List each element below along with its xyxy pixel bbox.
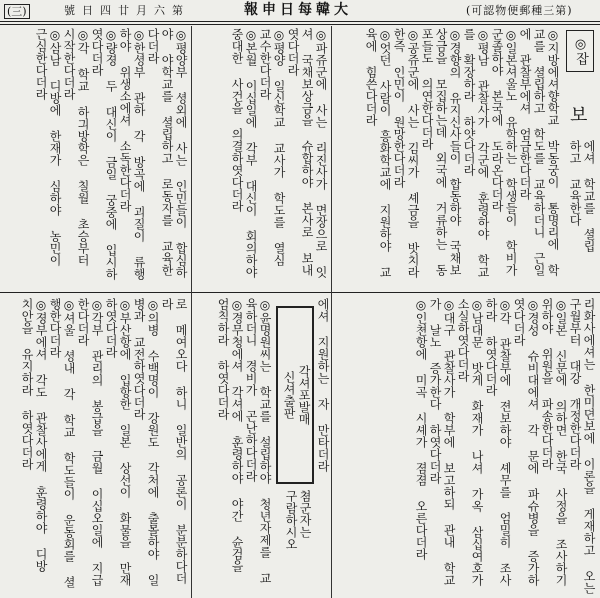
article: ◎공쥬군에 사는 김씨가 셰금을 밧치라 한즉 인민이 원망한다더라 [392, 28, 420, 278]
article: ◎경향의 유지신사들이 합동하야 국채보상금을 모집하는데 외국에 거류하는 동포들도 의연한다더라 [420, 28, 462, 276]
header-rule-top [0, 21, 600, 22]
article: ◎남대문 밧게 화재가 나셔 가옥 삼십여호가 소실하엿다더라 [456, 298, 484, 586]
article: 리화사에셔는 한미뎐보에 이론을 게재하고 오는 구월부터 대강 개정한다더라 [568, 298, 596, 594]
article-line: 구람하시오 [284, 490, 298, 550]
article: ◎삼남 디방에 한재가 심하야 농민이 근심한다더라 [34, 28, 62, 266]
article: ◎평양 일신학교 교사가 학도를 열심 교수한다더라 [258, 28, 286, 266]
column-block-left-bottom [4, 298, 188, 594]
article: ◎량졍 두 대신이 금일 궁중에 입시하엿다더라 [90, 28, 118, 280]
article-line: 하고 교육한다 [568, 140, 582, 226]
article: ◎각 학교 하긔방학은 칠월 초승부터 시작한다더라 [62, 28, 90, 266]
article: ◎졍부에셔 각도 관찰사에게 훈령하야 디방 치안을 유지하라 하엿다더라 [20, 298, 48, 572]
column-block-under-advertisement [276, 490, 312, 594]
column-divider-right [331, 26, 332, 598]
article: ◎파쥬군에 사는 리진사가 면장으로 잇셔 국채보상금을 슈합하야 본사로 보내엿다더라 [286, 28, 328, 278]
advertisement-line: 각셔포발매 [297, 365, 311, 425]
header-rule-bottom [0, 24, 600, 25]
article-line: 에셔 지원하는 자 만타더라 [316, 298, 330, 472]
column-divider-left [191, 26, 192, 598]
article: ◎경성 슈비대에셔 각 문에 파슈병을 증가하엿다더라 [512, 298, 540, 586]
column-block-left-top [4, 28, 188, 286]
article: ◎각 관찰부에 젼보하야 셰무를 엄밀히 조사하라 하엿다더라 [484, 298, 512, 586]
article: ◎일본 신문에 의하면 한국 사정을 조사하기 위하야 위원을 파송한다더라 [540, 298, 568, 586]
issue-date: 號日四廿月六第 [64, 4, 190, 17]
article: ◎평양부 셩외에 사는 인민들이 합심하야 야학교를 셜립하고 로동자를 교육한다더라 [146, 28, 188, 278]
column-block-right-side [564, 140, 596, 286]
article: ◎윤명원씨는 학교를 설립하야 청년자제를 교육하더니 경비가 곤난하다더라 [244, 298, 272, 584]
postal-permit: (可認物便郵種三第) [466, 4, 573, 17]
advertisement-line: 신셔출판 [282, 371, 296, 419]
article: ◎부산항에 입항한 일본 상선이 화물을 만재하엿다더라 [104, 298, 132, 586]
article: ◎지방에셔향학교 박동궁이 통명리에 학교를 셜립하고 학도를 교육하더니 근일에 관찰부에셔 엄금한다더라 [518, 28, 560, 276]
article: ◎의병 수백명이 강원도 각처에 출몰하야 일병과 교전하엿다더라 [132, 298, 160, 586]
column-block-middle-bottom-right [316, 298, 330, 594]
article: ◎셔울 셩내 각 학교 학도들이 운동회를 셜행한다더라 [48, 298, 76, 588]
article: ◎대구 관찰사가 학부에 보고하되 관내 학교가 날노 증가한다 하엿다더라 [428, 298, 456, 586]
advertisement-box [276, 306, 314, 484]
article: ◎엇던 사람이 흥화학교에 지원하야 교육에 힘쓴다더라 [364, 28, 392, 278]
section-heading-second: 보 [570, 105, 588, 126]
column-block-right-top [334, 28, 560, 286]
article: ◎평남 관찰사가 각군에 훈령하야 학교를 확장하라 하얏다더라 [462, 28, 490, 278]
section-heading-box: ◎잡 [566, 30, 594, 72]
column-block-middle-top [194, 28, 328, 286]
tier-divider [0, 292, 600, 293]
article-line: 쳠군자는 [298, 490, 312, 538]
column-block-right-bottom [334, 298, 596, 594]
column-block-middle-bottom-left [194, 298, 272, 594]
article: ◎인쳔항에 미곡 시셰가 졈졈 오른다더라 [414, 298, 428, 560]
article-line: 에셔 학교를 셜립 [582, 140, 596, 252]
article: ◎각부 관리의 봉급을 금월 이십오일에 지급한다더라 [76, 298, 104, 586]
masthead-title: 報申日每韓大 [244, 2, 352, 18]
page-number: (三) [4, 4, 30, 19]
article: 로 메여오다 하니 일반의 공론이 분분하다더라 [160, 298, 188, 584]
article: ◎경무청에셔 각셔에 훈령하야 야간 슌검을 엄칙하라 하엿다더라 [216, 298, 244, 572]
article: ◎한셩부 관하 각 방곡에 괴질이 류행하야 위생소에셔 소독한다더라 [118, 28, 146, 280]
article: ◎일본셔울노 유학하는 학생들이 학비가 군졸하야 본국에 도라온다더라 [490, 28, 518, 276]
article: ◎본월 이십일에 각부 대신이 회의하야 중대한 사건을 의결하엿다더라 [230, 28, 258, 278]
